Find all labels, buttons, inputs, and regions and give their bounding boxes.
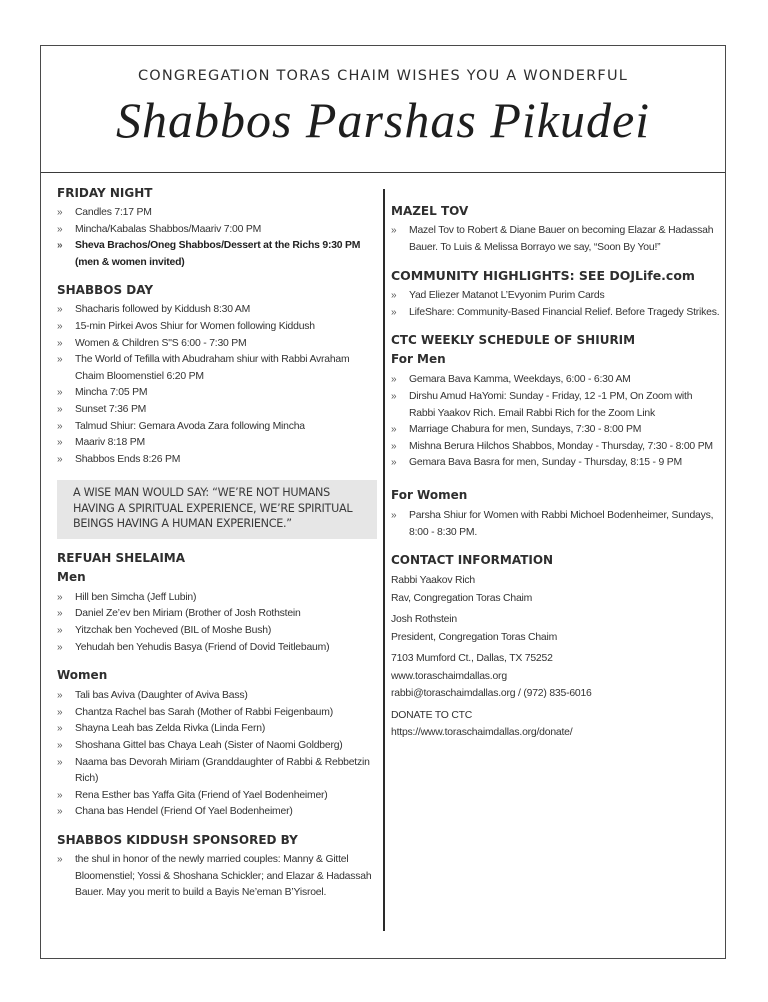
list-item: » Mishna Berura Hilchos Shabbos, Monday - Thursday, 7:30 - 8:00 PM	[391, 439, 721, 456]
bullet-icon: »	[391, 509, 397, 521]
bullet-icon: »	[57, 641, 63, 653]
bullet-icon: »	[57, 207, 63, 218]
subsection-title-women: Women	[57, 668, 108, 683]
list-item: » Chantza Rachel bas Sarah (Mother of Rabbi Feigenbaum)	[57, 705, 379, 722]
list-item: » Sunset 7:36 PM	[57, 402, 379, 419]
section-kiddush-sponsor	[57, 833, 379, 902]
bullet-icon: »	[57, 853, 63, 865]
subsection-title-men: Men	[57, 569, 86, 584]
list-item: » 15-min Pirkei Avos Shiur for Women following Kiddush	[57, 319, 379, 336]
president-name: Josh Rothstein	[391, 614, 457, 626]
quote-box: A WISE MAN WOULD SAY: “WE’RE NOT HUMANS HAVING A SPIRITUAL EXPERIENCE, WE’RE SPIRITUAL BEINGS HAVING A HUMAN EXPERIENCE.”	[57, 480, 377, 539]
bullet-icon: »	[391, 424, 397, 436]
section-refuah-shelaima	[57, 551, 379, 821]
section-title: CTC WEEKLY SCHEDULE OF SHIURIM	[391, 333, 636, 348]
bullet-icon: »	[57, 806, 63, 818]
bullet-icon: »	[57, 240, 63, 252]
section-title: SHABBOS KIDDUSH SPONSORED BY	[57, 832, 298, 847]
bullet-icon: »	[391, 306, 397, 318]
bullet-icon: »	[391, 457, 397, 469]
list-item: » Shacharis followed by Kiddush 8:30 AM	[57, 302, 379, 319]
section-title: SHABBOS DAY	[57, 283, 154, 298]
section-shiurim	[391, 333, 721, 541]
section-title: COMMUNITY HIGHLIGHTS: SEE DOJLife.com	[391, 268, 695, 284]
bullet-icon: »	[57, 354, 63, 366]
list-item: » LifeShare: Community-Based Financial Relief. Before Tragedy Strikes.	[391, 305, 721, 322]
left-column	[57, 186, 379, 902]
bullet-icon: »	[57, 756, 63, 768]
list-item: » Hill ben Simcha (Jeff Lubin)	[57, 590, 379, 607]
section-title: REFUAH SHELAIMA	[57, 550, 186, 565]
bullet-icon: »	[57, 387, 63, 399]
list-item: » Talmud Shiur: Gemara Avoda Zara following Mincha	[57, 419, 379, 436]
bullet-icon: »	[57, 608, 63, 620]
list-item: » Candles 7:17 PM	[57, 205, 379, 222]
right-column	[391, 204, 721, 746]
bullet-icon: »	[57, 706, 63, 718]
list-item: » Dirshu Amud HaYomi: Sunday - Friday, 12 -1 PM, On Zoom with Rabbi Yaakov Rich. Email Rabbi Rich for the Zoom Link	[391, 390, 693, 419]
list-item: » Yehudah ben Yehudis Basya (Friend of Dovid Teitlebaum)	[57, 640, 379, 657]
bullet-icon: »	[391, 290, 397, 302]
section-title: MAZEL TOV	[391, 204, 469, 218]
bullet-icon: »	[57, 403, 63, 415]
bullet-icon: »	[57, 453, 63, 465]
rabbi-name: Rabbi Yaakov Rich	[391, 575, 476, 587]
bullet-icon: »	[57, 789, 63, 801]
list-item: » Naama bas Devorah Miriam (Granddaughter of Rabbi & Rebbetzin Rich)	[57, 756, 370, 785]
bullet-icon: »	[57, 437, 63, 449]
donate-link[interactable]: https://www.toraschaimdallas.org/donate/	[391, 727, 573, 739]
list-item: » Gemara Bava Basra for men, Sunday - Thursday, 8:15 - 9 PM	[391, 455, 721, 472]
bullet-icon: »	[57, 739, 63, 751]
bulletin-frame	[40, 45, 726, 959]
bullet-icon: »	[391, 225, 397, 236]
section-contact-information	[391, 553, 721, 742]
list-item: » Gemara Bava Kamma, Weekdays, 6:00 - 6:30 AM	[391, 372, 721, 389]
list-item: » Marriage Chabura for men, Sundays, 7:30 - 8:00 PM	[391, 422, 721, 439]
list-item: » Women & Children S"S 6:00 - 7:30 PM	[57, 336, 379, 353]
list-item: » Daniel Ze’ev ben Miriam (Brother of Josh Rothstein	[57, 606, 379, 623]
subsection-title-for-men: For Men	[391, 352, 446, 367]
list-item: » the shul in honor of the newly married couples: Manny & Gittel Bloomenstiel; Yossi & Shoshana Schickler; and Elazar & Hadassah Bauer. May you merit to build a Bayis Ne’eman B’Yisroel.	[57, 853, 372, 899]
list-item: » Sheva Brachos/Oneg Shabbos/Dessert at the Richs 9:30 PM (men & women invited)	[57, 240, 361, 268]
list-item: » Mazel Tov to Robert & Diane Bauer on becoming Elazar & Hadassah Bauer. To Luis & Melissa Borrayo we say, “Soon By You!”	[391, 225, 714, 253]
section-friday-night	[57, 186, 379, 271]
list-item: » Mincha/Kabalas Shabbos/Maariv 7:00 PM	[57, 222, 379, 239]
section-mazel-tov	[391, 204, 721, 256]
page-title: Shabbos Parshas Pikudei	[115, 92, 651, 148]
bullet-icon: »	[391, 374, 397, 386]
list-item: » Parsha Shiur for Women with Rabbi Michoel Bodenheimer, Sundays, 8:00 - 8:30 PM.	[391, 509, 714, 538]
section-title: CONTACT INFORMATION	[391, 553, 554, 568]
subsection-title-for-women: For Women	[391, 487, 468, 502]
bullet-icon: »	[57, 420, 63, 432]
website-link[interactable]: www.toraschaimdallas.org	[391, 670, 507, 682]
bullet-icon: »	[391, 440, 397, 452]
list-item: » Yad Eliezer Matanot L’Evyonim Purim Cards	[391, 288, 721, 305]
header-kicker: CONGREGATION TORAS CHAIM WISHES YOU A WONDERFUL	[137, 68, 629, 84]
email-phone[interactable]: rabbi@toraschaimdallas.org / (972) 835-6016	[391, 688, 592, 700]
rabbi-role: Rav, Congregation Toras Chaim	[391, 592, 533, 604]
section-community-highlights	[391, 268, 721, 321]
bullet-icon: »	[57, 723, 63, 735]
list-item: » Shabbos Ends 8:26 PM	[57, 452, 379, 469]
section-title: FRIDAY NIGHT	[57, 186, 153, 200]
list-item: » Yitzchak ben Yocheved (BIL of Moshe Bush)	[57, 623, 379, 640]
list-item: » Chana bas Hendel (Friend Of Yael Bodenheimer)	[57, 804, 379, 821]
list-item: » The World of Tefilla with Abudraham shiur with Rabbi Avraham Chaim Bloomenstiel 6:20 PM	[57, 354, 350, 382]
bullet-icon: »	[391, 390, 397, 402]
bullet-icon: »	[57, 337, 63, 349]
address: 7103 Mumford Ct., Dallas, TX 75252	[391, 653, 553, 665]
column-divider	[383, 189, 385, 931]
bullet-icon: »	[57, 625, 63, 636]
bullet-icon: »	[57, 320, 63, 332]
list-item: » Mincha 7:05 PM	[57, 385, 379, 402]
bulletin-header	[41, 46, 725, 173]
president-role: President, Congregation Toras Chaim	[391, 631, 558, 643]
bullet-icon: »	[57, 304, 63, 316]
donate-label: DONATE TO CTC	[391, 709, 473, 721]
bullet-icon: »	[57, 591, 63, 603]
list-item: » Tali bas Aviva (Daughter of Aviva Bass)	[57, 688, 379, 705]
bullet-icon: »	[57, 223, 63, 235]
list-item: » Rena Esther bas Yaffa Gita (Friend of Yael Bodenheimer)	[57, 788, 379, 805]
section-shabbos-day	[57, 283, 379, 468]
list-item: » Maariv 8:18 PM	[57, 435, 379, 452]
bullet-icon: »	[57, 690, 63, 702]
list-item: » Shoshana Gittel bas Chaya Leah (Sister of Naomi Goldberg)	[57, 738, 379, 755]
list-item: » Shayna Leah bas Zelda Rivka (Linda Fern)	[57, 721, 379, 738]
